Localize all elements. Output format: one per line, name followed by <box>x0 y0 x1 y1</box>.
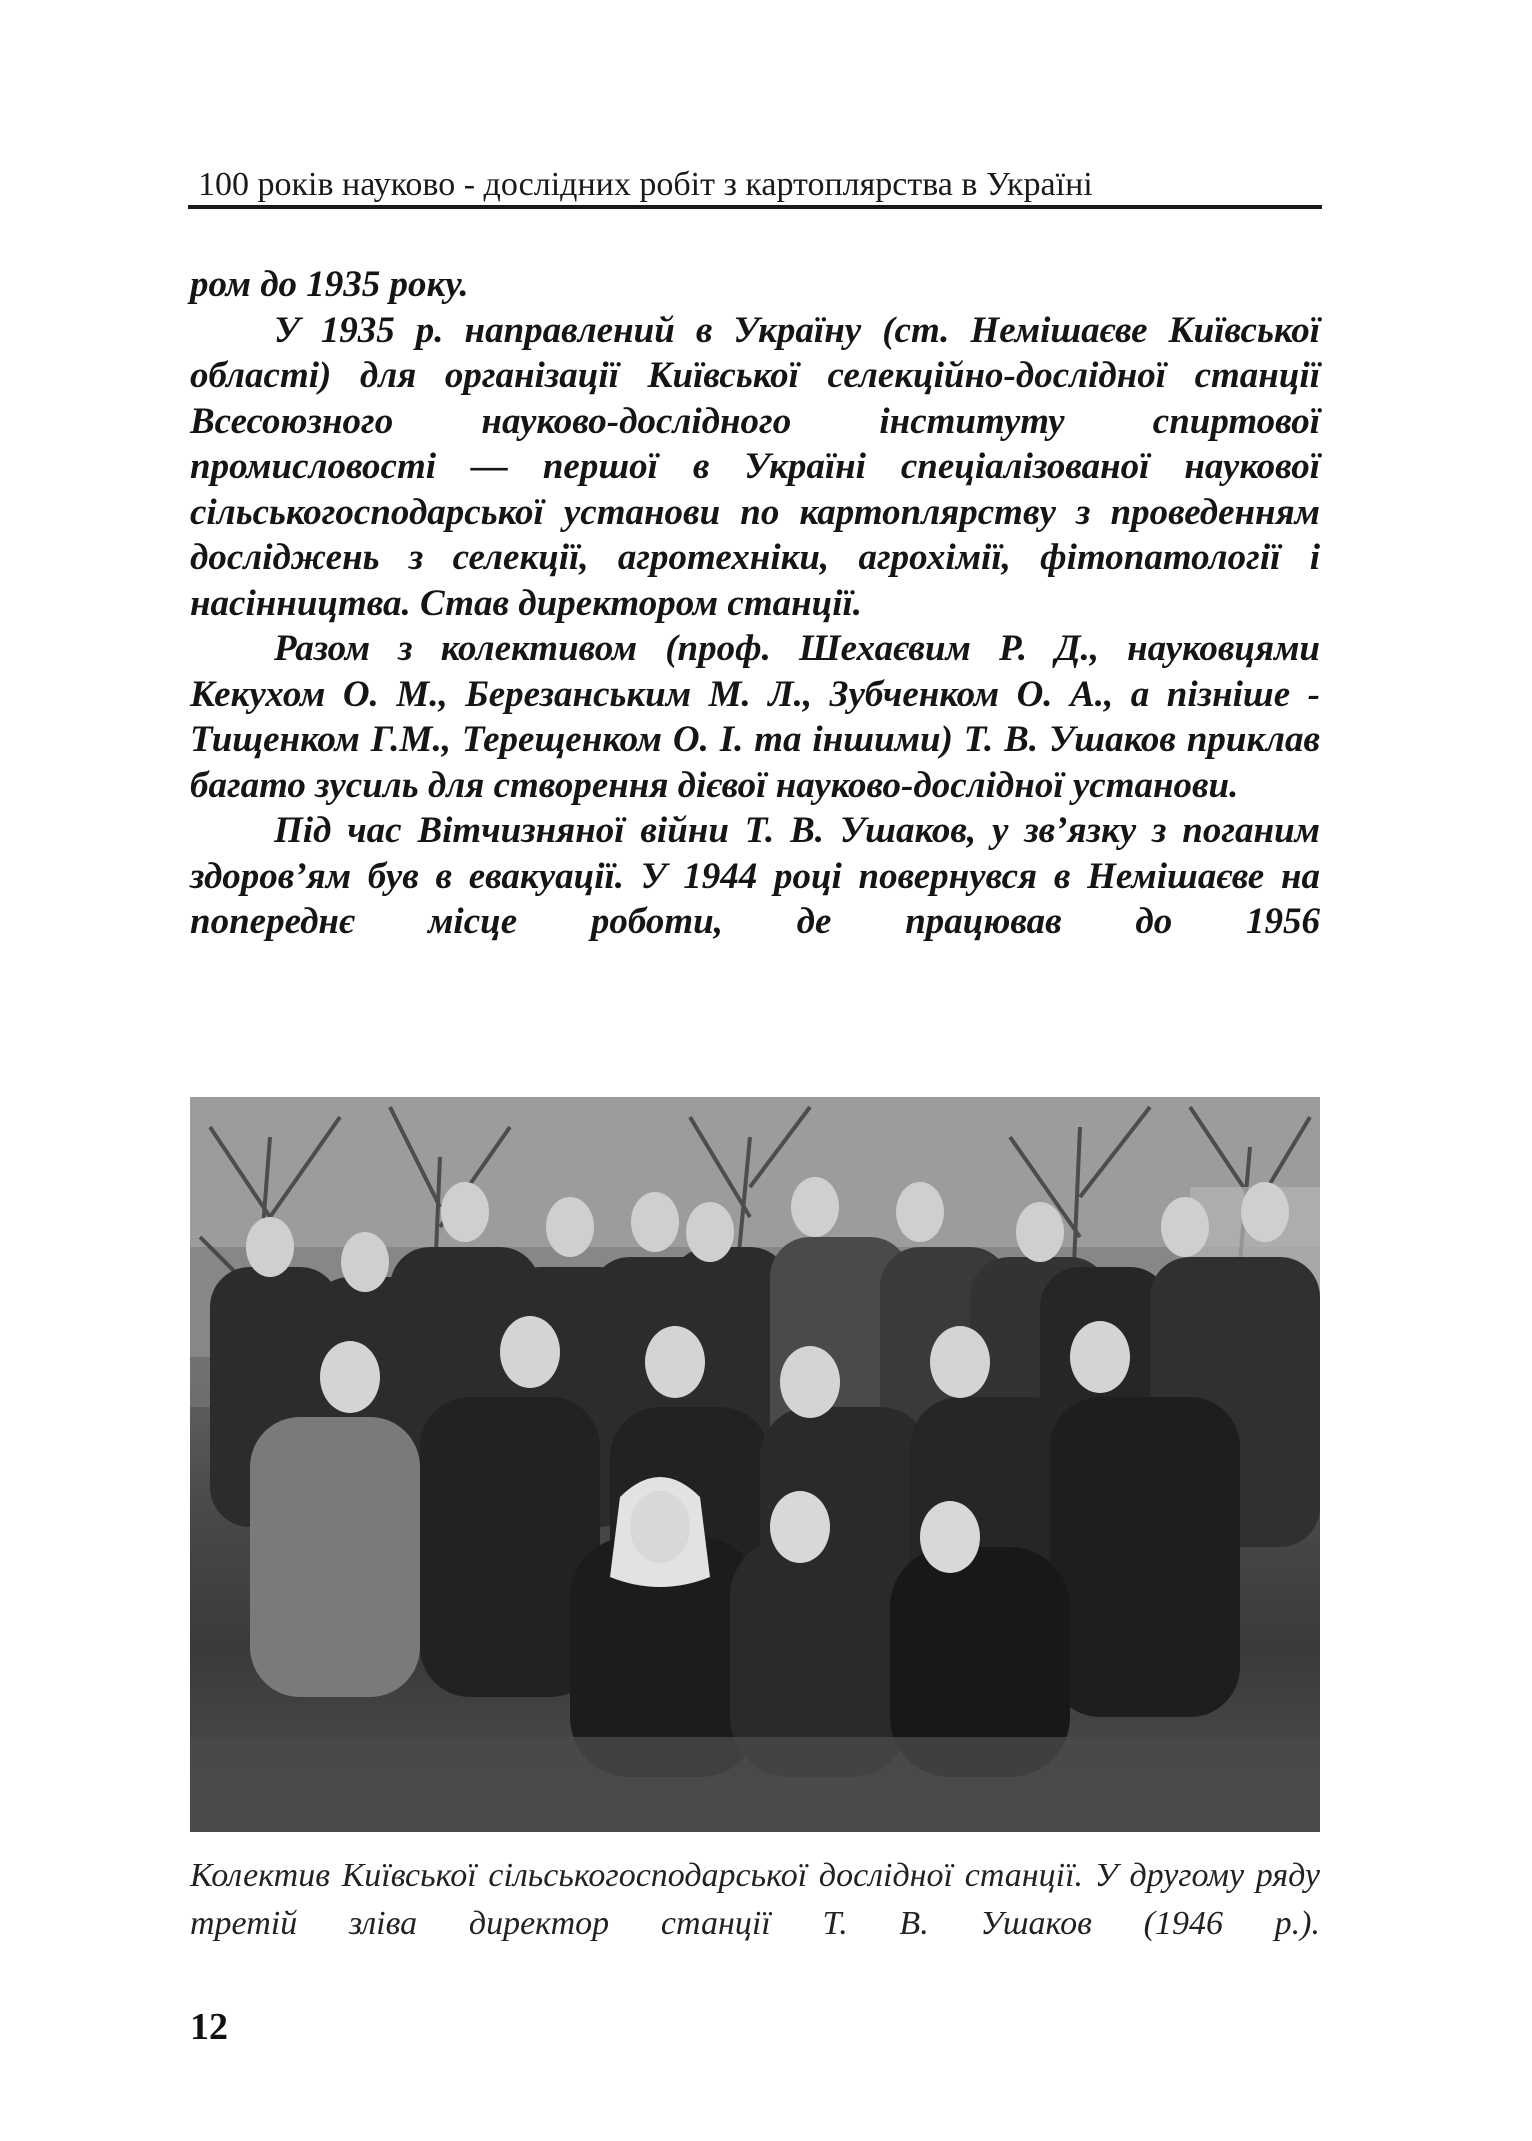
header-rule <box>188 205 1322 209</box>
paragraph-war: Під час Вітчизняної війни Т. В. Ушаков, у зв’язку з поганим здоров’ям був в евакуації. У 1944 році повернувся в Немішаєве на попереднє місце роботи, де працював до 1956 <box>190 810 1320 942</box>
photo-caption: Колектив Київської сільськогосподарської дослідної станції. У другому ряду третій зліва директор станції Т. В. Ушаков (1946 р.). <box>190 1857 1320 1942</box>
paragraph-continuation: ром до 1935 року. <box>190 264 469 305</box>
paragraph-collective: Разом з колективом (проф. Шехаєвим Р. Д., науковцями Кекухом О. М., Березанським М. Л., Зубченком О. А., а пізніше - Тищенком Г.М., Терещенком О. І. та іншими) Т. В. Ушаков приклав багато зусиль для створення дієвої науково-дослідної установи. <box>190 628 1320 806</box>
page-number: 12 <box>190 2006 228 2048</box>
paragraph-1935: У 1935 р. направлений в Україну (ст. Немішаєве Київської області) для організації Київської селекційно-дослідної станції Всесоюзного науково-дослідного інституту спиртової промисловості — першої в Україні спеціалізованої наукової сільськогосподарської установи по картоплярству з проведенням досліджень з селекції, агротехніки, агрохімії, фітопатології і насінництва. Став директором станції. <box>190 309 1320 624</box>
group-photo <box>190 1097 1320 1832</box>
group-photo-illustration <box>190 1097 1320 1832</box>
body-text <box>190 262 1320 945</box>
running-header: 100 років науково - дослідних робіт з картоплярства в Україні <box>198 166 1093 203</box>
